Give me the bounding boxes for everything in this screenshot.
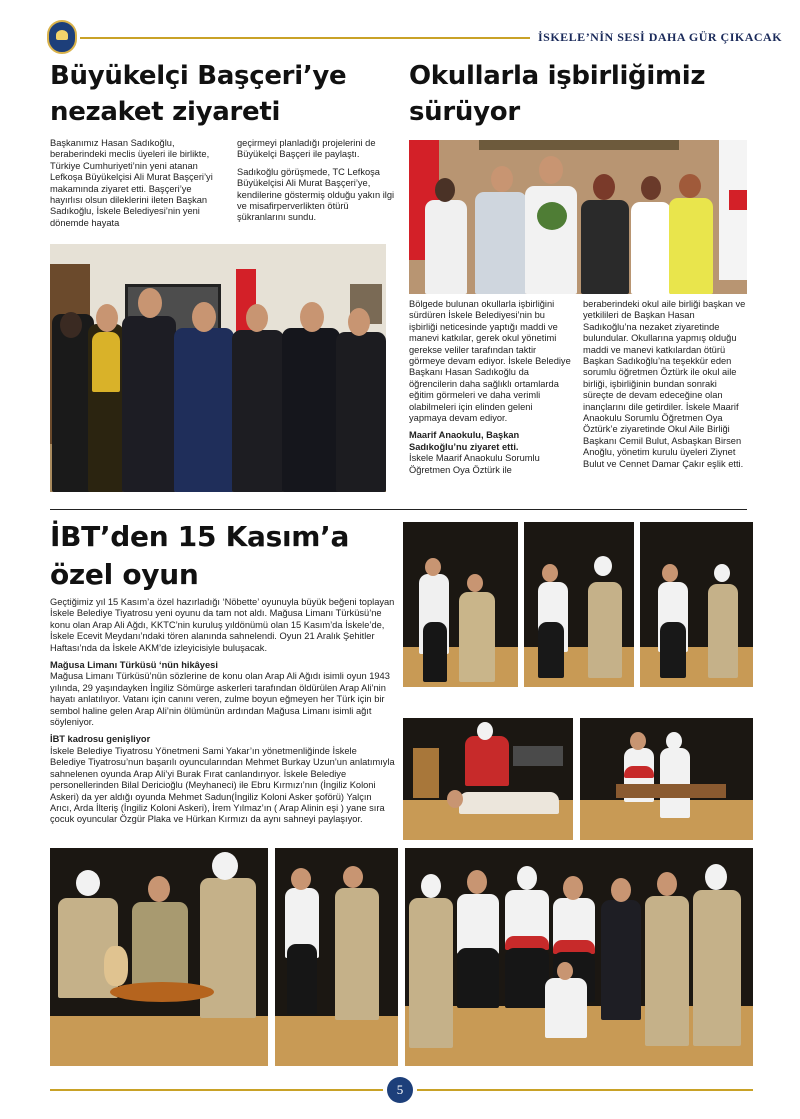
article1-column1: [50, 138, 220, 235]
article2-col2-text: beraberindeki okul aile birliği başkan ve yetkilileri de Başkan Hasan Sadıkoğlu’na nezaket ziyaretinde bulundular. Okullarına yapmış olduğu maddi ve manevi katkılardan ötürü Başkan Sadıkoğlu’na teşekkür eden sorumlu öğretmen Öztürk ile okul aile birliği, işbirliğinin bundan sonraki süreçte de devam edeceğine olan inançlarını dile getirdiler. İskele Maarif Anaokulu Sorumlu Öğretmen Oya Öztürk’e ziyaretinde Okul Aile Birliği Başkanı Cemil Bulut, Asbaşkan Birsen Anoğlu, yönetim kurulu üyeleri Ziynet Bulut ve Cennet Damar Çakır eşlik etti.: [583, 299, 746, 469]
article2-title-line1: Okullarla işbirliğimiz: [409, 61, 706, 91]
iskele-municipality-logo-icon: [47, 20, 77, 54]
article3-title-line2: özel oyun: [50, 558, 199, 591]
article2-title-line2: sürüyor: [409, 97, 520, 127]
header-rule: [80, 37, 530, 39]
article1-column2: [237, 138, 397, 230]
article3-title-line1: İBT’den 15 Kasım’a: [50, 520, 350, 553]
theatre-photo-3: [640, 522, 753, 687]
theatre-photo-1: [403, 522, 518, 687]
header-slogan: İSKELE’NİN SESİ DAHA GÜR ÇIKACAK: [538, 30, 783, 44]
article3-cast-text: İskele Belediye Tiyatrosu Yönetmeni Sami Yakar’ın yönetmenliğinde İskele Belediye Tiyatrosu’nun başarılı oyuncularından Mehmet Burkay Uzun’un anlatımıyla sahnelenen oyunda Arap Ali’yi Burak Fırat canlandırıyor. İskele Belediye personellerinden Bilal Dericioğlu (Meyhaneci) ile Ebru Kırmızı’nın (İngiliz Koloni Askeri) da yer aldığı oyunda Mehmet Sadun(İngiliz Koloni Asker şoförü) Yalçın Arıcı, Arda İlteriş (İngiliz Koloni Askeri), İrem Yılmaz’ın ( Arap Alinin eşi ) yane sıra çocuk oyuncular Özgür Plaka ve Hürkan Kırmızı da aynı sahneyi paylaşıyor.: [50, 745, 395, 825]
article1-col1-text: Başkanımız Hasan Sadıkoğlu, beraberindeki meclis üyeleri ile birlikte, Türkiye Cumhuriyeti’nin yeni atanan Lefkoşa Büyükelçisi Ali Murat Başçeri’yi makamında ziyaret etti. Başçeri’ye hayırlısı olsun dileklerini ileten Başkan Sadıkoğlu, İskele Belediyesi’nin yeni dönemde hayata: [50, 138, 213, 228]
article2-subheading: Maarif Anaokulu, Başkan Sadıkoğlu’nu ziyaret etti.: [409, 430, 520, 452]
article3-intro: Geçtiğimiz yıl 15 Kasım’a özel hazırladığı ‘Nöbette’ oyunuyla büyük beğeni toplayan İskele Belediye Tiyatrosu yeni oyunu da tam not aldı. Mağusa Limanı Türküsü’ne konu olan Arap Ali Ağdı, KKTC’nin kuruluş yıldönümü olan 15 Kasım’da İskele’de, İskele Ecevit Meydanı’ndaki tören alanında sahnelendi. Oyun 21 Aralık Şehitler Haftası’nda da İskele AKM’de izleyicisiyle buluşacak.: [50, 597, 395, 653]
theatre-photo-6: [50, 848, 268, 1066]
article1-title: [50, 58, 395, 130]
article3-subheading-story: Mağusa Limanı Türküsü ‘nün hikâyesi: [50, 660, 218, 671]
article3-subheading-cast: İBT kadrosu genişliyor: [50, 734, 151, 745]
theatre-photo-2: [524, 522, 634, 687]
article3-body: [50, 597, 395, 832]
article2-title: [409, 58, 754, 130]
article2-column1: [409, 299, 571, 476]
article1-title-line1: Büyükelçi Başçeri’ye: [50, 61, 347, 91]
theatre-photo-5: [580, 718, 753, 840]
ambassador-visit-photo: [50, 244, 386, 492]
school-visit-photo: [409, 140, 747, 294]
page-number: 5: [387, 1077, 413, 1103]
article2-col1-after-text: İskele Maarif Anaokulu Sorumlu Öğretmen Oya Öztürk ile: [409, 453, 540, 475]
theatre-photo-4: [403, 718, 573, 840]
article2-col1-text: Bölgede bulunan okullarla işbirliğini sürdüren İskele Belediyesi’nin bu işbirliği neticesinde yaptığı maddi ve manevi katkılar, gerek okul yönetimi gerekse veliler tarafından taktir görmeye devam ediyor. İskele Belediye Başkanı Hasan Sadıkoğlu da öğrencilerin daha sağlıklı ortamlarda eğitim görmeleri ve daha verimli olabilmeleri için elinden geleni yapmaya devam ediyor.: [409, 299, 571, 424]
article3-story-text: Mağusa Limanı Türküsü’nün sözlerine de konu olan Arap Ali Ağıdı isimli oyun 1943 yılında, 29 yaşındayken İngiliz Sömürge askerleri tarafından öldürülen Arap Ali’nin hayatı anlatılıyor. Vatanı için canını veren, zulme boyun eğmeyen her Türk için bir sembol haline gelen Arap Ali’nin ölümünün ardından Mağusa Limanı isimli ağıt söyleniyor.: [50, 671, 390, 728]
article3-title: [50, 518, 395, 594]
footer-rule-right: [417, 1089, 753, 1091]
section-divider: [50, 509, 747, 510]
article1-col2-text-p2: Sadıkoğlu görüşmede, TC Lefkoşa Büyükelçisi Ali Murat Başçeri’ye, kendilerine göstermiş olduğu yakın ilgi ve misafirperverlikten ötürü şükranlarını sundu.: [237, 166, 395, 223]
article1-col2-text-p1: geçirmeyi planladığı projelerini de Büyükelçi Başçeri ile paylaştı.: [237, 138, 376, 160]
article1-title-line2: nezaket ziyareti: [50, 97, 281, 127]
theatre-cast-group-photo: [405, 848, 753, 1066]
article2-column2: [583, 299, 747, 476]
theatre-photo-7: [275, 848, 398, 1066]
footer-rule-left: [50, 1089, 383, 1091]
